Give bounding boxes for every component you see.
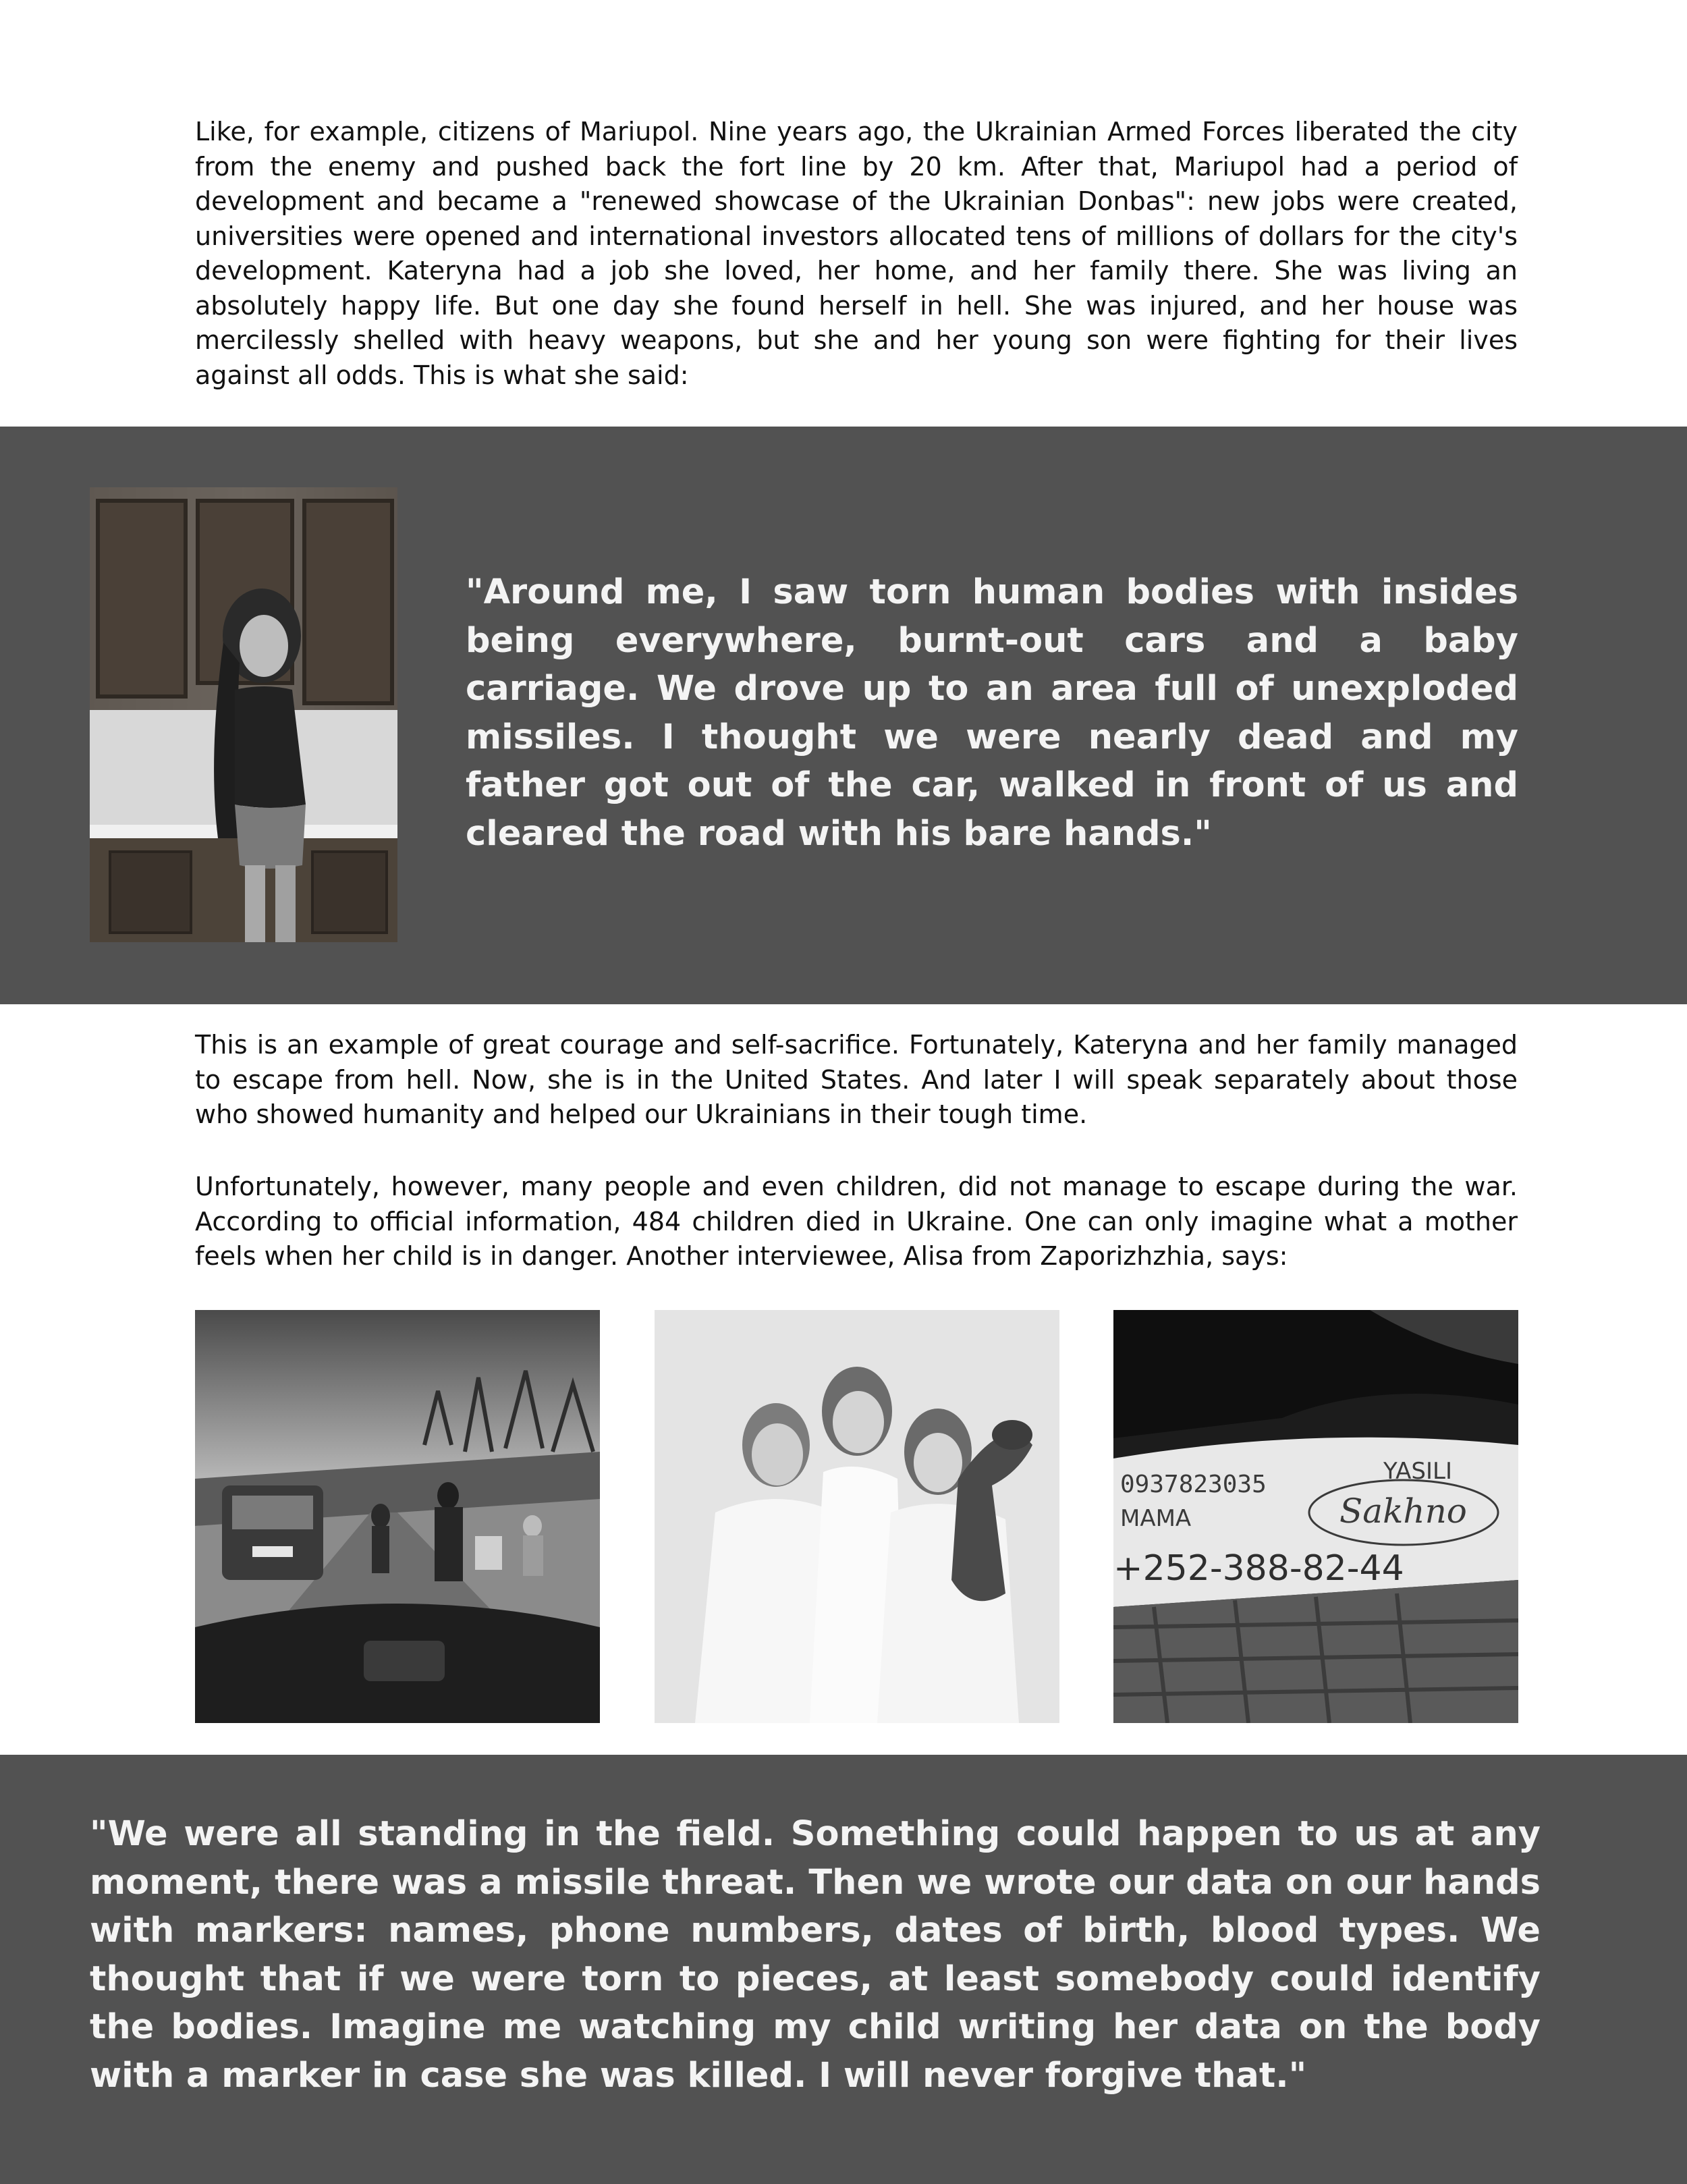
kateryna-photo	[90, 487, 397, 942]
hand-line-3: +252-388-82-44	[1113, 1548, 1404, 1589]
alisa-quote: "We were all standing in the field. Something could happen to us at any moment, there was a missile threat. Then we wrote our data on our hands with markers: names, phone numbers, dates of birth, blood types. We thought that if we were torn to pieces, at least somebody could identify the bodies. Imagine me watching my child writing her data on the body with a marker in case she was killed. I will never forgive that."	[90, 1814, 1541, 2096]
children-paragraph: Unfortunately, however, many people and even children, did not manage to escape during the war. According to official information, 484 children died in Ukraine. One can only imagine what a mother feels when her child is in danger. Another interviewee, Alisa from Zaporizhzhia, says:	[195, 1172, 1518, 1271]
family-portrait-photo	[655, 1310, 1059, 1723]
kateryna-quote: "Around me, I saw torn human bodies with insides being everywhere, burnt-out cars and a baby carriage. We drove up to an area full of unexploded missiles. I thought we were nearly dead and my father got out of the car, walked in front of us and cleared the road with his bare hands."	[466, 572, 1518, 854]
hand-name-fragment: Sakhno	[1339, 1492, 1467, 1531]
intro-paragraph: Like, for example, citizens of Mariupol. Nine years ago, the Ukrainian Armed Forces liberated the city from the enemy and pushed back the fort line by 20 km. After that, Mariupol had a period of development and became a "renewed showcase of the Ukrainian Donbas": new jobs were created, universities were opened and international investors allocated tens of millions of dollars for the city's development. Kateryna had a job she loved, her home, and her family there. She was living an absolutely happy life. But one day she found herself in hell. She was injured, and her house was mercilessly shelled with heavy weapons, but she and her young son were fighting for their lives against all odds. This is what she said:	[195, 117, 1518, 390]
courage-paragraph: This is an example of great courage and self-sacrifice. Fortunately, Kateryna and her family managed to escape from hell. Now, she is in the United States. And later I will speak separately about those who showed humanity and helped our Ukrainians in their tough time.	[195, 1030, 1518, 1129]
road-evacuation-photo	[195, 1310, 600, 1723]
hand-line-2: МАМА	[1120, 1505, 1192, 1532]
hand-writing-photo	[1113, 1310, 1518, 1723]
hand-line-1: 0937823035	[1120, 1471, 1267, 1498]
hand-extra: YASILI	[1383, 1458, 1452, 1485]
